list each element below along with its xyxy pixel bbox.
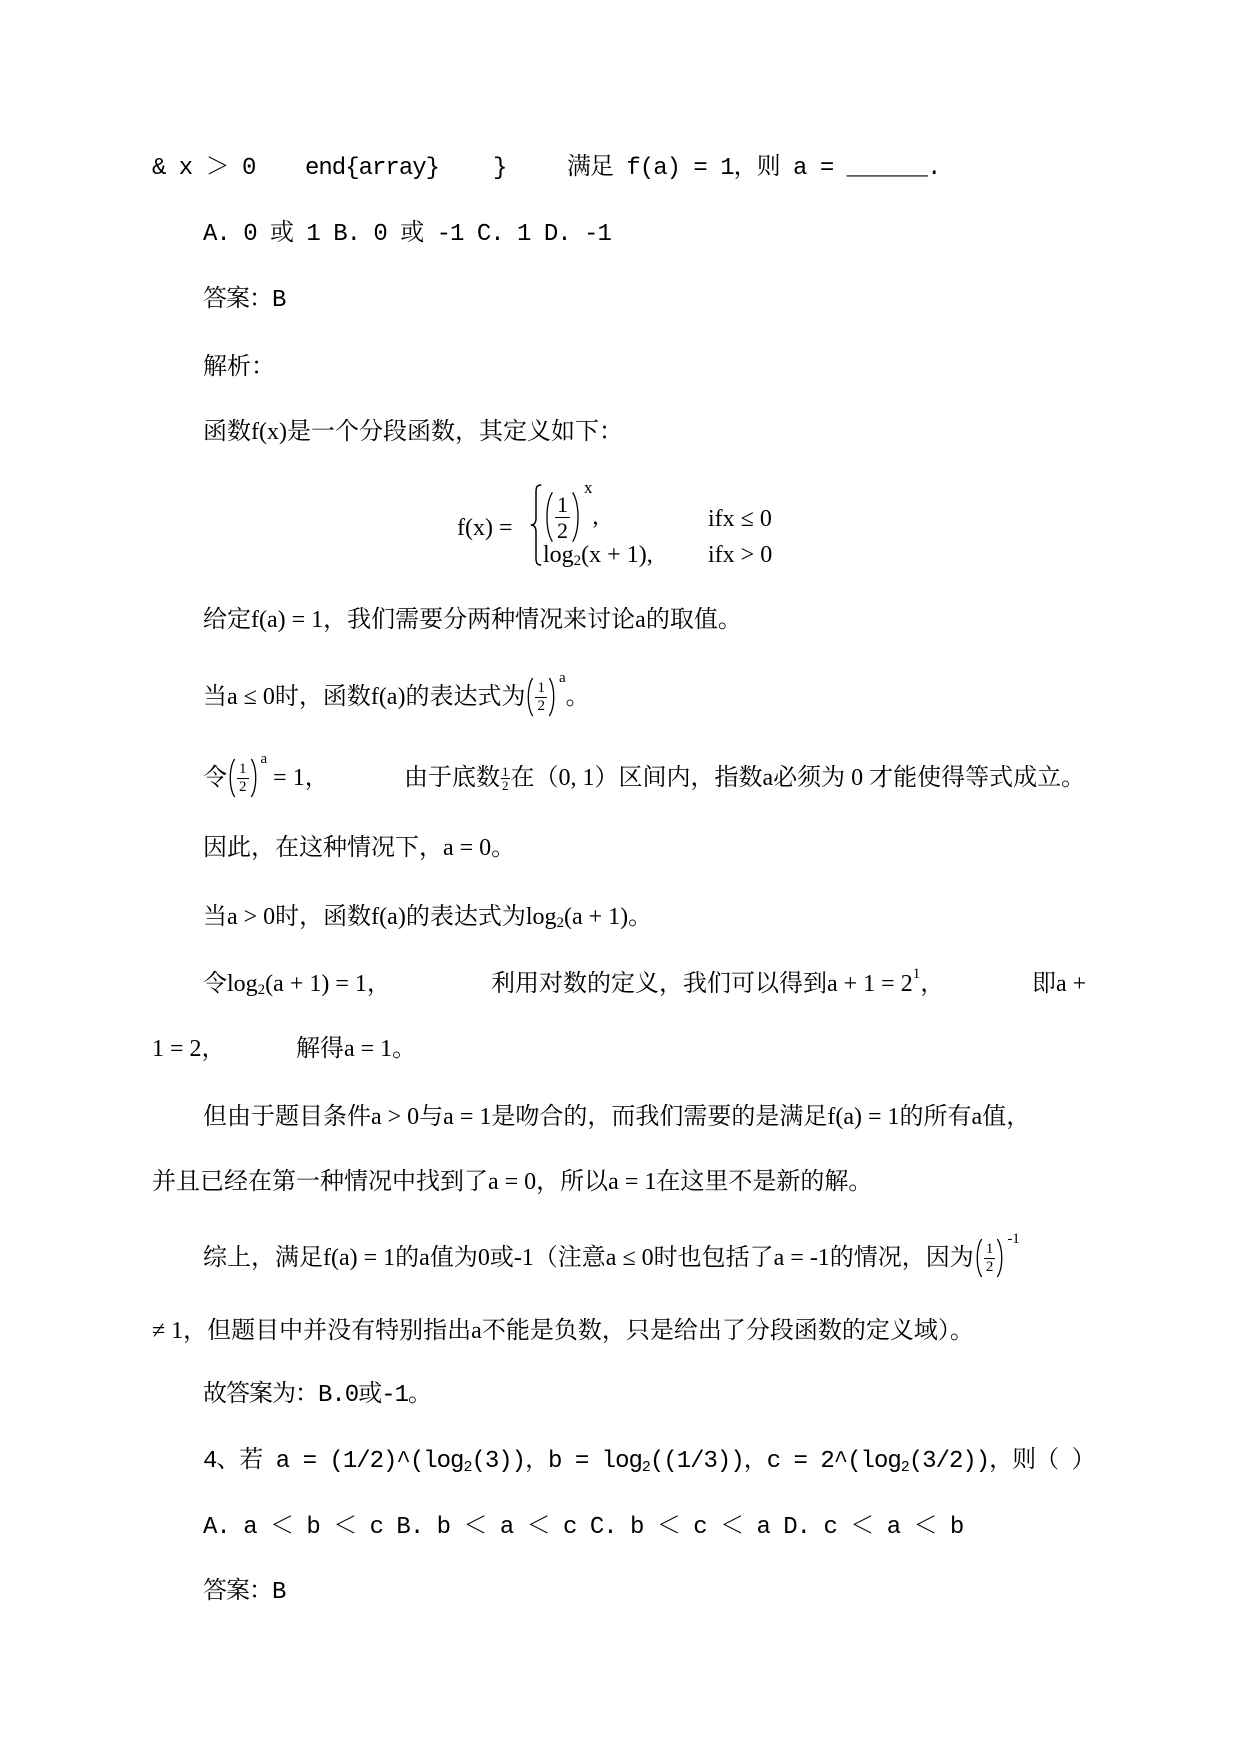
right-paren-stroke bbox=[573, 492, 578, 541]
let-power-equation bbox=[203, 751, 329, 798]
let-log-equation bbox=[203, 969, 391, 999]
right-paren-stroke bbox=[998, 1239, 1002, 1277]
reason-pre: 由于底数 bbox=[404, 765, 500, 791]
right-paren bbox=[250, 758, 259, 798]
power-exponent: 1 bbox=[912, 966, 921, 982]
half-power-x bbox=[543, 478, 593, 543]
denominator: 2 bbox=[537, 697, 545, 714]
but-statement: 但由于题目条件a > 0与a = 1是吻合的，而我们需要的是满足f(a) = 1的所有a值， bbox=[203, 1104, 1031, 1130]
log-definition bbox=[491, 966, 945, 999]
half-power-a bbox=[227, 751, 268, 798]
case-1-condition: ifx ≤ 0 bbox=[708, 506, 772, 532]
stem-log-base-2: 2 bbox=[641, 1459, 650, 1476]
fraction-one-half bbox=[555, 492, 570, 543]
denominator: 2 bbox=[557, 517, 568, 543]
solve-result: 解得a = 1。 bbox=[296, 1036, 417, 1062]
right-paren-stroke bbox=[251, 759, 255, 797]
half-power-a bbox=[525, 670, 566, 717]
case-2-condition: ifx > 0 bbox=[708, 542, 773, 568]
already-found-statement: 并且已经在第一种情况中找到了a = 0，所以a = 1在这里不是新的解。 bbox=[152, 1169, 873, 1195]
question-3-answer: 答案：B bbox=[203, 287, 286, 314]
exponent: x bbox=[584, 478, 593, 497]
stem-log-base-3: 2 bbox=[900, 1459, 909, 1476]
left-paren-stroke bbox=[547, 492, 552, 541]
stem-part-2: (3))，b = log bbox=[471, 1448, 642, 1475]
summary-text: 综上，满足f(a) = 1的a值为0或-1（注意a ≤ 0时也包括了a = -1的情况，因为 bbox=[203, 1245, 974, 1271]
analysis-label: 解析： bbox=[203, 354, 275, 380]
question-4-stem bbox=[203, 1447, 1095, 1477]
question-4-options: A. a ＜ b ＜ c B. b ＜ a ＜ c C. b ＜ c ＜ a D. c ＜ a ＜ b bbox=[203, 1514, 964, 1541]
let-log-prefix: 令log bbox=[203, 971, 258, 997]
case-1-trailing: , bbox=[592, 504, 599, 530]
fragment-closing-brace: } bbox=[493, 155, 507, 182]
fragment-condition: & x ＞ 0 bbox=[152, 155, 256, 182]
stem-log-base-1: 2 bbox=[463, 1459, 472, 1476]
case-gt-zero-end: (a + 1)。 bbox=[563, 904, 653, 930]
left-paren bbox=[525, 677, 534, 717]
definition-text: 利用对数的定义，我们可以得到a + 1 = 2 bbox=[491, 971, 913, 997]
left-paren bbox=[974, 1238, 983, 1278]
fragment-question: 满足 f(a) = 1，则 a = ______. bbox=[567, 155, 941, 182]
base-numerator: 1 bbox=[502, 763, 509, 779]
fraction-one-half bbox=[984, 1241, 996, 1276]
right-paren-stroke bbox=[549, 678, 553, 716]
base-fraction bbox=[501, 765, 510, 792]
summary-line bbox=[203, 1231, 1020, 1278]
log-base: 2 bbox=[257, 982, 266, 998]
piecewise-lhs: f(x) = bbox=[457, 515, 513, 541]
numerator: 1 bbox=[985, 1240, 994, 1257]
left-paren-stroke bbox=[529, 678, 533, 716]
numerator: 1 bbox=[537, 679, 545, 696]
summary-continuation: ≠ 1，但题目中并没有特别指出a不能是负数，只是给出了分段函数的定义域）。 bbox=[152, 1318, 974, 1344]
given-statement: 给定f(a) = 1，我们需要分两种情况来讨论a的取值。 bbox=[203, 607, 742, 633]
case-gt-zero-text: 当a > 0时，函数f(a)的表达式为log bbox=[203, 904, 557, 930]
log-base: 2 bbox=[556, 915, 564, 931]
piecewise-case-1 bbox=[543, 478, 599, 543]
right-paren bbox=[548, 677, 557, 717]
reason-post: 在（0, 1）区间内，指数a必须为 0 才能使得等式成立。 bbox=[510, 765, 1086, 791]
left-paren bbox=[227, 758, 236, 798]
log-continuation: 即a + bbox=[1032, 971, 1087, 997]
so-zero-statement: 因此，在这种情况下，a = 0。 bbox=[203, 835, 516, 861]
case-le-zero-end: 。 bbox=[565, 684, 590, 710]
conclusion: 故答案为：B.0或-1。 bbox=[203, 1382, 432, 1409]
fraction-one-half bbox=[535, 680, 547, 715]
exponent: a bbox=[260, 751, 268, 767]
exponent: a bbox=[558, 670, 566, 686]
base-denominator: 2 bbox=[502, 777, 509, 793]
fraction-one-half bbox=[237, 761, 249, 796]
question-4-answer: 答案：B bbox=[203, 1579, 286, 1606]
denominator: 2 bbox=[239, 778, 247, 795]
case-le-zero-text: 当a ≤ 0时，函数f(a)的表达式为 bbox=[203, 684, 526, 710]
left-brace-stroke bbox=[531, 485, 542, 565]
let-log-equals: (a + 1) = 1， bbox=[265, 971, 391, 997]
analysis-intro: 函数f(x)是一个分段函数，其定义如下： bbox=[203, 419, 623, 445]
log-argument: (x + 1), bbox=[581, 542, 653, 568]
definition-end: ， bbox=[920, 971, 945, 997]
denominator: 2 bbox=[985, 1258, 994, 1275]
left-paren bbox=[543, 491, 554, 543]
exponent: -1 bbox=[1007, 1231, 1020, 1247]
let-prefix: 令 bbox=[203, 765, 227, 791]
case-gt-zero-line bbox=[203, 902, 652, 932]
fragment-end-array: end{array} bbox=[305, 155, 440, 182]
stem-part-1: 4、若 a = (1/2)^(log bbox=[203, 1448, 464, 1475]
piecewise-definition bbox=[457, 478, 802, 570]
case-le-zero-line bbox=[203, 670, 590, 717]
right-paren bbox=[571, 491, 582, 543]
half-power-minus-one bbox=[974, 1231, 1020, 1278]
left-brace bbox=[529, 484, 543, 566]
stem-part-4: (3/2))，则（ ） bbox=[908, 1448, 1095, 1475]
left-paren-stroke bbox=[977, 1239, 981, 1277]
solve-equation: 1 = 2， bbox=[152, 1036, 226, 1062]
log-function: log bbox=[543, 542, 574, 568]
log-base: 2 bbox=[573, 553, 582, 569]
left-paren-stroke bbox=[230, 759, 234, 797]
piecewise-case-2 bbox=[543, 540, 653, 570]
numerator: 1 bbox=[557, 491, 568, 517]
let-equals: = 1， bbox=[267, 765, 329, 791]
question-3-options: A. 0 或 1 B. 0 或 -1 C. 1 D. -1 bbox=[203, 221, 611, 248]
let-power-reason bbox=[404, 763, 1085, 793]
right-paren bbox=[996, 1238, 1005, 1278]
stem-part-3: ((1/3))，c = 2^(log bbox=[649, 1448, 901, 1475]
numerator: 1 bbox=[239, 760, 247, 777]
